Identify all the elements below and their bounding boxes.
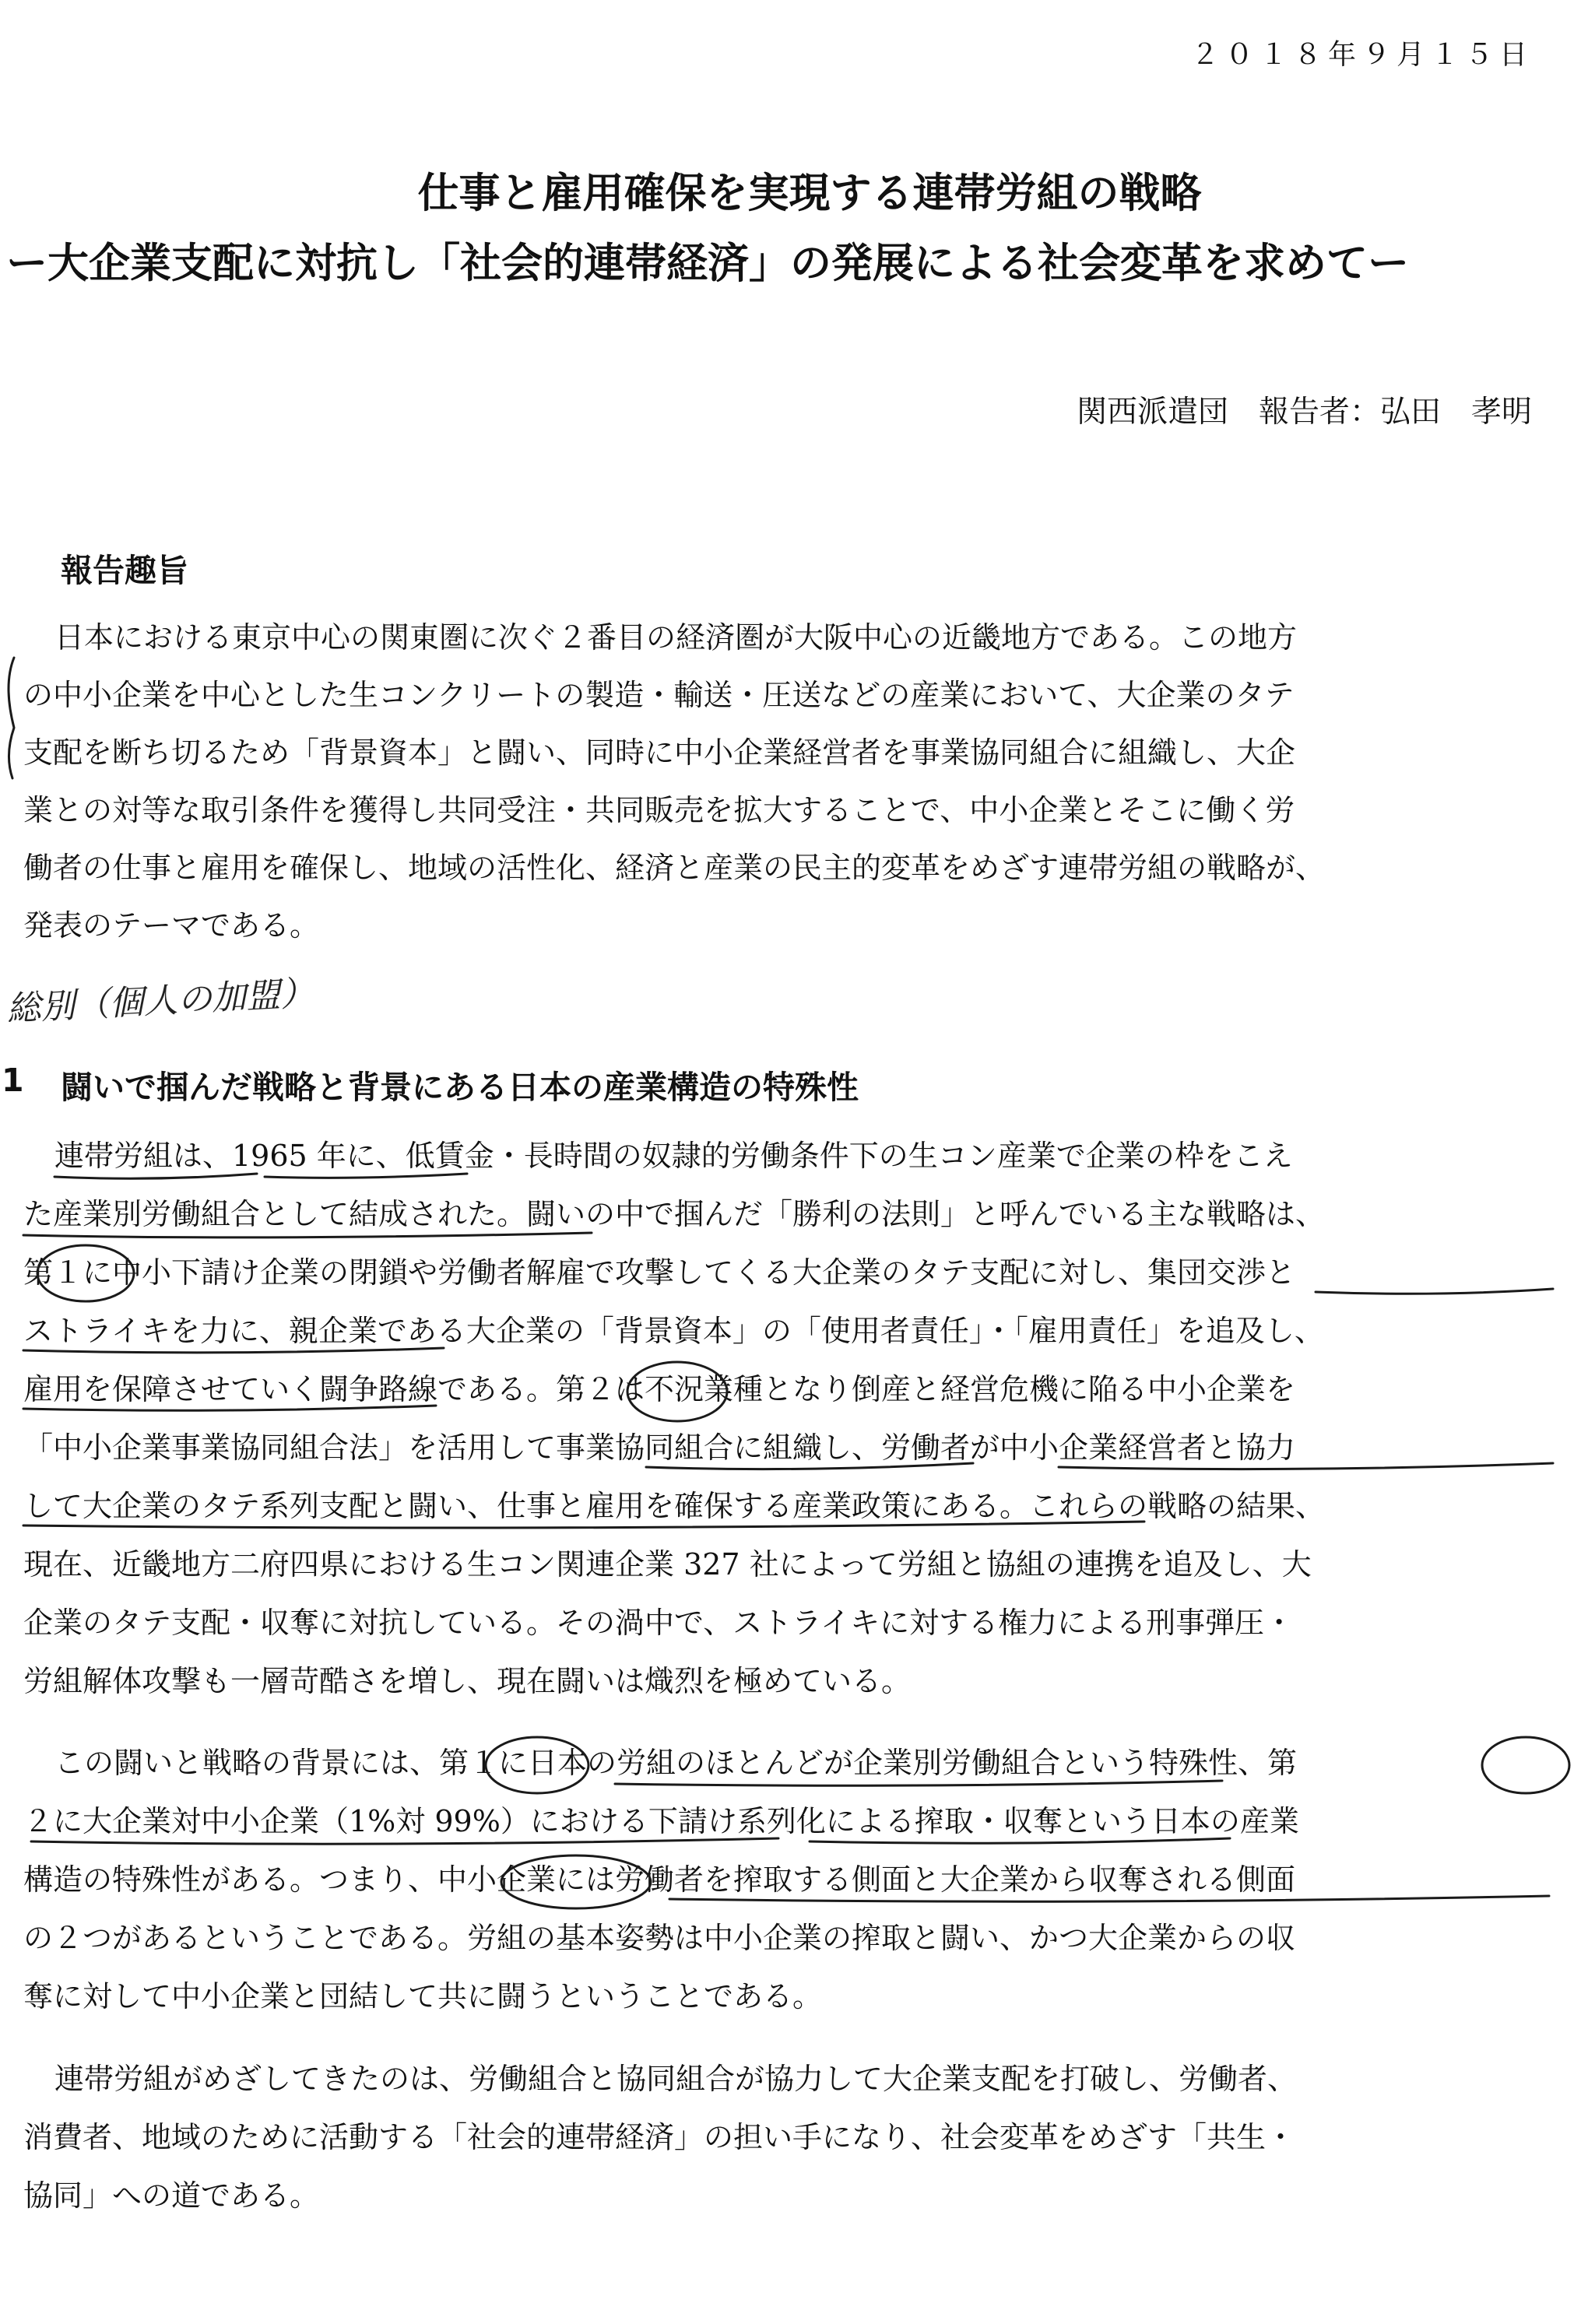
document-title: 仕事と雇用確保を実現する連帯労組の戦略 (417, 170, 1202, 217)
author-line: 関西派遣団 報告者：弘田 孝明 (1076, 395, 1532, 430)
paragraph-line: 第１に中小下請け企業の閉鎖や労働者解雇で攻撃してくる大企業のタテ支配に対し、集団交渉と (23, 1255, 1296, 1290)
handwritten-note: 総別（個人の加盟） (5, 973, 316, 1030)
paragraph-line: して大企業のタテ系列支配と闘い、仕事と雇用を確保する産業政策にある。これらの戦略の結果、 (23, 1489, 1326, 1523)
document-subtitle: ー大企業支配に対抗し「社会的連帯経済」の発展による社会変革を求めてー (6, 240, 1409, 287)
underline-stroke (615, 1781, 1222, 1785)
underline-stroke (54, 1174, 257, 1178)
underline-stroke (810, 1838, 1230, 1843)
paragraph-line: 消費者、地域のために活動する「社会的連帯経済」の担い手になり、社会変革をめざす「共生・ (23, 2120, 1296, 2154)
paragraph-line: 「中小企業事業協同組合法」を活用して事業協同組合に組織し、労働者が中小企業経営者と協力 (23, 1431, 1296, 1465)
circle-mark (1482, 1737, 1569, 1793)
underline-stroke (23, 1348, 444, 1353)
summary-line: 日本における東京中心の関東圏に次ぐ２番目の経済圏が大阪中心の近畿地方である。この地方 (54, 620, 1298, 655)
underline-stroke (265, 1174, 467, 1178)
summary-line: 業との対等な取引条件を獲得し共同受注・共同販売を拡大することで、中小企業とそこに働く労 (23, 793, 1295, 827)
paragraph-line: ２に大企業対中小企業（1%対 99%）における下請け系列化による搾取・収奪という日本の産業 (23, 1804, 1299, 1838)
paragraph-line: 構造の特殊性がある。つまり、中小企業には労働者を搾取する側面と大企業から収奪される側面 (23, 1862, 1296, 1897)
underline-stroke (1316, 1289, 1553, 1294)
paragraph-line: 連帯労組がめざしてきたのは、労働組合と協同組合が協力して大企業支配を打破し、労働者、 (54, 2062, 1298, 2096)
summary-line: の中小企業を中心とした生コンクリートの製造・輸送・圧送などの産業において、大企業のタテ (23, 678, 1295, 712)
underline-stroke (23, 1233, 592, 1237)
paragraph-line: た産業別労働組合として結成された。闘いの中で掴んだ「勝利の法則」と呼んでいる主な戦略は、 (23, 1197, 1326, 1231)
summary-line: 働者の仕事と雇用を確保し、地域の活性化、経済と産業の民主的変革をめざす連帯労組の戦略が、 (23, 851, 1326, 885)
paragraph-line: ストライキを力に、親企業である大企業の「背景資本」の「使用者責任」・「雇用責任」を追及し、 (23, 1314, 1324, 1348)
paragraph-line: 現在、近畿地方二府四県における生コン関連企業 327 社によって労組と協組の連携を追及し、大 (23, 1547, 1312, 1582)
paragraph-line: 奪に対して中小企業と団結して共に闘うということである。 (23, 1979, 823, 2013)
summary-heading: 報告趣旨 (61, 552, 188, 589)
underline-stroke (669, 1896, 1549, 1901)
section-heading: 闘いで掴んだ戦略と背景にある日本の産業構造の特殊性 (61, 1069, 859, 1106)
margin-bracket (9, 658, 14, 778)
paragraph-line: 労組解体攻撃も一層苛酷さを増し、現在闘いは熾烈を極めている。 (23, 1664, 912, 1698)
paragraph-line: 連帯労組は、1965 年に、低賃金・長時間の奴隷的労働条件下の生コン産業で企業の枠をこえ (54, 1139, 1293, 1173)
paragraph-line: の２つがあるということである。労組の基本姿勢は中小企業の搾取と闘い、かつ大企業からの収 (23, 1921, 1296, 1955)
paragraph-line: この闘いと戦略の背景には、第１に日本の労組のほとんどが企業別労働組合という特殊性、第 (54, 1746, 1298, 1780)
document-date: ２０１８年９月１５日 (1190, 39, 1534, 71)
summary-line: 支配を断ち切るため「背景資本」と闘い、同時に中小企業経営者を事業協同組合に組織し、大企 (23, 735, 1296, 770)
paragraph-line: 協同」への道である。 (23, 2178, 320, 2213)
underline-stroke (31, 1838, 778, 1844)
section-number: 1 (2, 1062, 24, 1099)
summary-line: 発表のテーマである。 (23, 908, 320, 943)
paragraph-line: 企業のタテ支配・収奪に対抗している。その渦中で、ストライキに対する権力による刑事弾圧・ (23, 1606, 1295, 1640)
paragraph-line: 雇用を保障させていく闘争路線である。第２は不況業種となり倒産と経営危機に陥る中小企業を (23, 1372, 1296, 1406)
